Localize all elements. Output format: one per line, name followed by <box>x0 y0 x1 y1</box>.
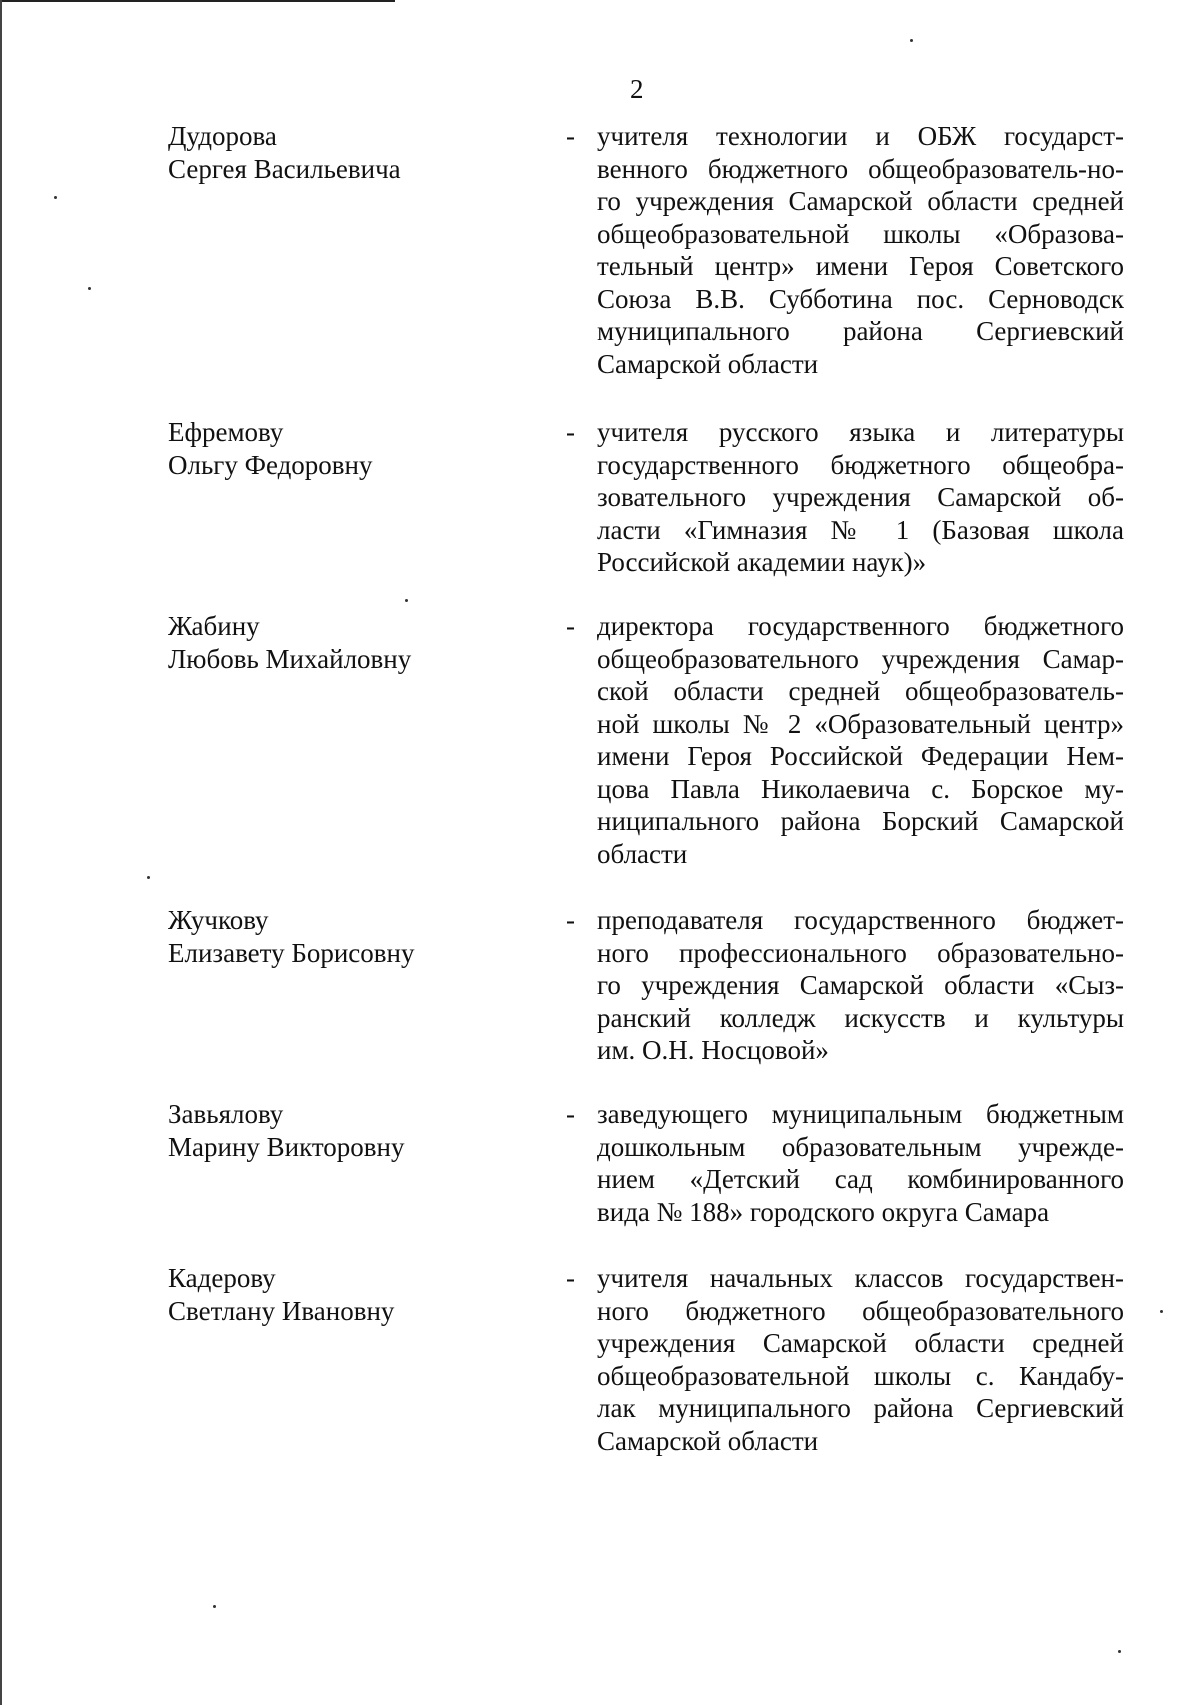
position-line: ской области средней общеобразователь- <box>597 676 1124 706</box>
position-line: го учреждения Самарской области средней <box>597 186 1124 216</box>
recipient-name <box>168 904 548 969</box>
recipient-given-names: Любовь Михайловну <box>168 643 412 674</box>
recipient-given-names: Марину Викторовну <box>168 1131 405 1162</box>
scan-speck <box>213 1605 216 1608</box>
recipient-surname: Кадерову <box>168 1263 276 1293</box>
page-number: 2 <box>630 74 644 104</box>
position-line: заведующего муниципальным бюджетным <box>597 1099 1124 1129</box>
position-line: общеобразовательного учреждения Самар- <box>597 643 1124 674</box>
position-line: государственного бюджетного общеобра- <box>597 449 1124 480</box>
recipient-surname: Жучкову <box>168 905 269 935</box>
recipient-surname: Ефремову <box>168 417 284 447</box>
position-line: муниципального района Сергиевский <box>597 316 1124 346</box>
recipient-position <box>597 416 1124 579</box>
scan-speck <box>88 287 91 290</box>
entry-dash: - <box>566 1099 575 1129</box>
position-line: ного профессионального образовательно- <box>597 937 1124 968</box>
position-line: ласти «Гимназия № 1 (Базовая школа <box>597 514 1124 545</box>
position-line: тельный центр» имени Героя Советского <box>597 251 1124 281</box>
position-line: вида № 188» городского округа Самара <box>597 1196 1050 1227</box>
recipient-position <box>597 1098 1124 1228</box>
position-line: Самарской области <box>597 348 819 379</box>
recipient-position <box>597 120 1124 380</box>
position-line: общеобразовательной школы с. Кандабу- <box>597 1360 1124 1391</box>
scan-speck <box>147 876 150 879</box>
position-line: имени Героя Российской Федерации Нем- <box>597 741 1124 771</box>
entry-dash: - <box>566 417 575 447</box>
position-line: им. О.Н. Носцовой» <box>597 1035 829 1065</box>
entry-dash: - <box>566 1263 575 1293</box>
position-line: общеобразовательной школы «Образова- <box>597 218 1124 249</box>
position-line: ной школы № 2 «Образовательный центр» <box>597 708 1124 739</box>
position-line: учителя начальных классов государствен- <box>597 1263 1124 1293</box>
entry-dash: - <box>566 121 575 151</box>
entry-dash: - <box>566 611 575 641</box>
position-line: ниципального района Борский Самарской <box>597 806 1124 836</box>
position-line: нием «Детский сад комбинированного <box>597 1164 1124 1194</box>
position-line: зовательного учреждения Самарской об- <box>597 482 1124 512</box>
recipient-name <box>168 1098 548 1163</box>
position-line: области <box>597 838 688 869</box>
recipient-name <box>168 610 548 675</box>
recipient-surname: Жабину <box>168 611 260 641</box>
scan-speck <box>910 39 913 42</box>
position-line: Российской академии наук)» <box>597 547 927 577</box>
position-line: цова Павла Николаевича с. Борское му- <box>597 773 1124 804</box>
recipient-position <box>597 1262 1124 1457</box>
scan-speck <box>1118 1650 1121 1653</box>
entry-dash: - <box>566 905 575 935</box>
position-line: Союза В.В. Субботина пос. Серноводск <box>597 283 1124 314</box>
left-scan-edge <box>0 0 2 1705</box>
recipient-position <box>597 904 1124 1067</box>
recipient-given-names: Светлану Ивановну <box>168 1295 395 1326</box>
recipient-name <box>168 1262 548 1327</box>
recipient-given-names: Сергея Васильевича <box>168 153 401 184</box>
position-line: учителя технологии и ОБЖ государст- <box>597 121 1124 151</box>
position-line: лак муниципального района Сергиевский <box>597 1393 1124 1423</box>
recipient-given-names: Елизавету Борисовну <box>168 937 415 968</box>
recipient-name <box>168 416 548 481</box>
position-line: преподавателя государственного бюджет- <box>597 905 1124 935</box>
recipient-surname: Дудорова <box>168 121 277 151</box>
top-scan-rule <box>0 0 395 2</box>
scan-speck <box>54 196 57 199</box>
recipient-name <box>168 120 548 185</box>
position-line: директора государственного бюджетного <box>597 611 1124 641</box>
recipient-position <box>597 610 1124 870</box>
position-line: венного бюджетного общеобразователь-но- <box>597 153 1124 184</box>
position-line: учителя русского языка и литературы <box>597 417 1124 447</box>
position-line: го учреждения Самарской области «Сыз- <box>597 970 1124 1000</box>
recipient-surname: Завьялову <box>168 1099 284 1129</box>
recipient-given-names: Ольгу Федоровну <box>168 449 373 480</box>
position-line: ранский колледж искусств и культуры <box>597 1002 1124 1033</box>
scan-speck <box>1160 1310 1163 1313</box>
scan-speck <box>405 599 408 602</box>
position-line: дошкольным образовательным учрежде- <box>597 1131 1124 1162</box>
position-line: учреждения Самарской области средней <box>597 1328 1124 1358</box>
position-line: Самарской области <box>597 1425 819 1456</box>
position-line: ного бюджетного общеобразовательного <box>597 1295 1124 1326</box>
